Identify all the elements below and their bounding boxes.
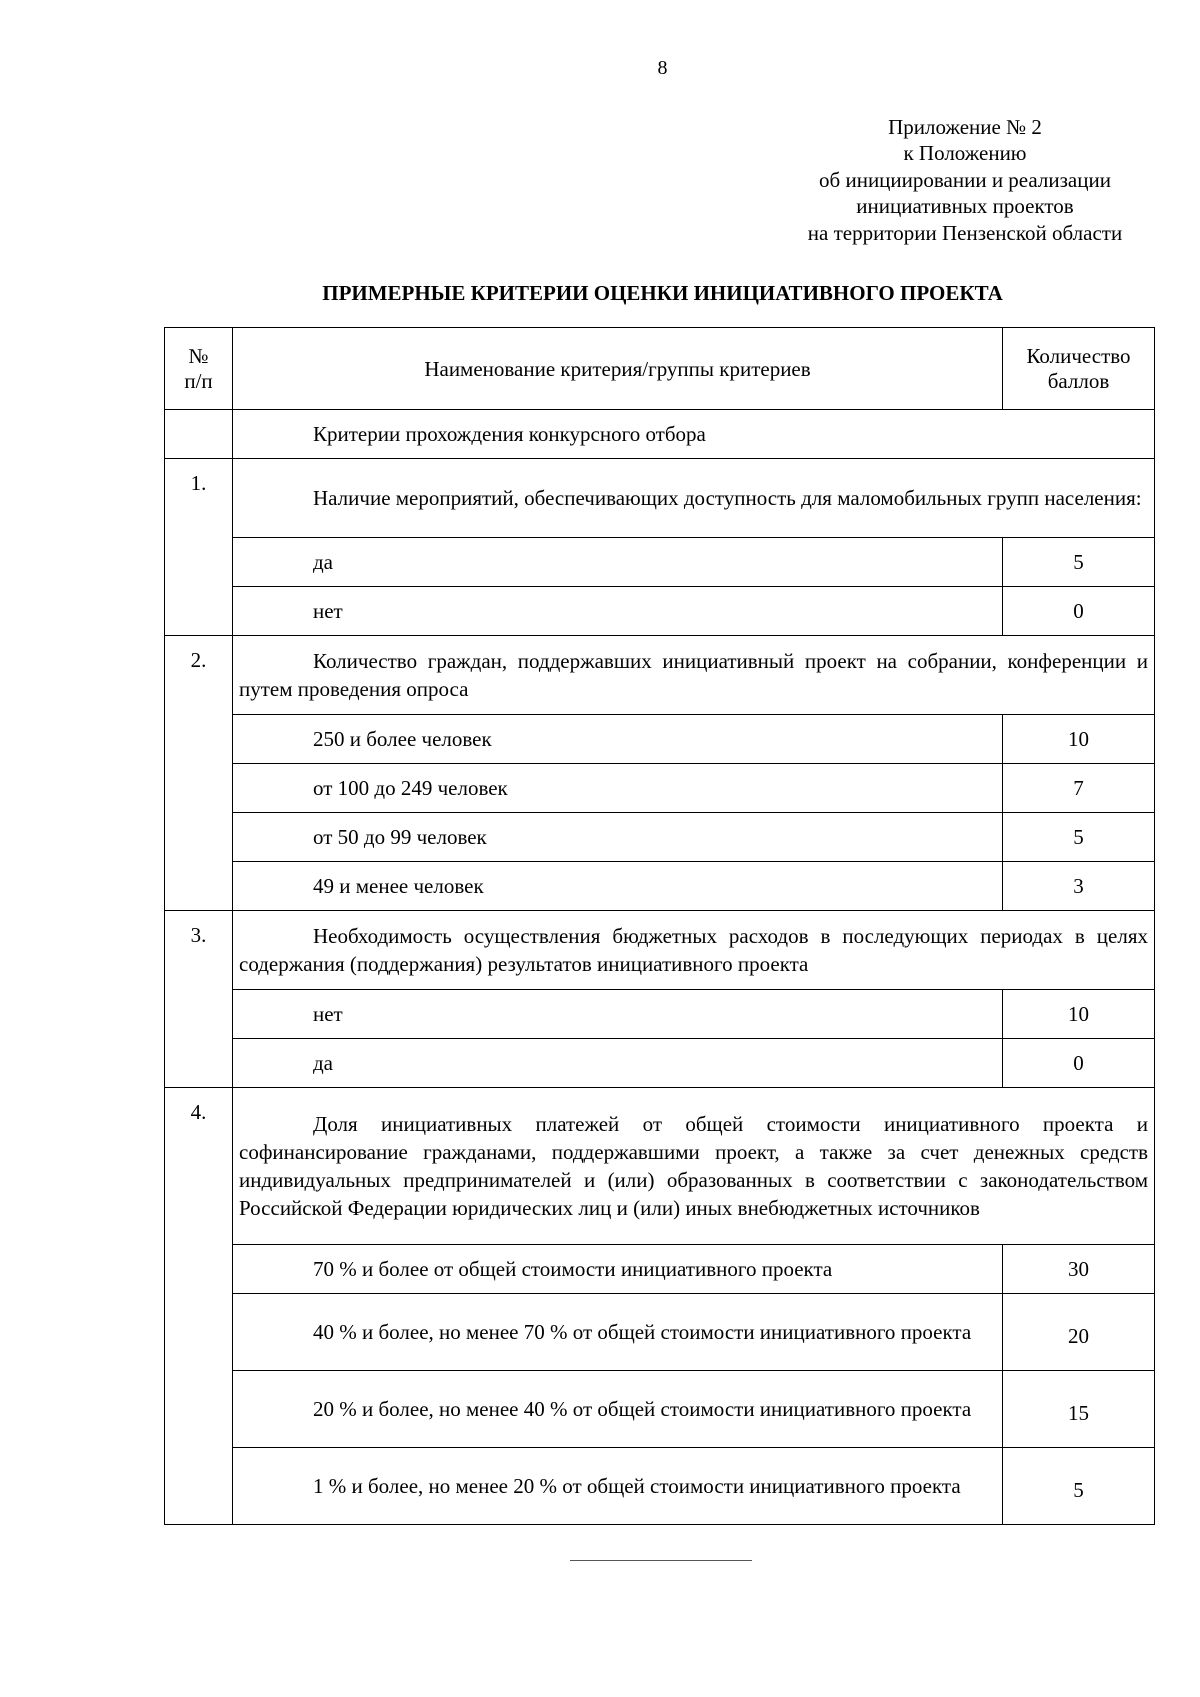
appendix-line: на территории Пензенской области: [807, 220, 1123, 245]
option-row: [165, 813, 1155, 862]
appendix-line: инициативных проектов: [856, 194, 1074, 219]
option-score: 5: [1003, 538, 1155, 587]
option-row: [165, 538, 1155, 587]
option-label: от 100 до 249 человек: [233, 764, 1003, 813]
option-score: 5: [1003, 1448, 1155, 1525]
option-label: нет: [233, 990, 1003, 1039]
option-score: 0: [1003, 587, 1155, 636]
criterion-text: Необходимость осуществления бюджетных расходов в последующих периодах в целях содержания (поддержания) результатов инициативного проекта: [233, 911, 1155, 990]
section-title: Критерии прохождения конкурсного отбора: [233, 410, 1155, 459]
option-score: 20: [1003, 1294, 1155, 1371]
option-score: 7: [1003, 764, 1155, 813]
criterion-text: Доля инициативных платежей от общей стоимости инициативного проекта и софинансирование гражданами, поддержавшими проект, а также за счет денежных средств индивидуальных предпринимателей и (или) образованных в соответствии с законодательством Российской Федерации юридических лиц и (или) иных внебюджетных источников: [233, 1088, 1155, 1245]
appendix-line: об инициировании и реализации: [819, 167, 1111, 192]
appendix-header: [740, 114, 1190, 246]
option-row: [165, 764, 1155, 813]
option-row: [165, 1448, 1155, 1525]
option-label: 1 % и более, но менее 20 % от общей стоимости инициативного проекта: [233, 1448, 1003, 1525]
option-label: да: [233, 538, 1003, 587]
option-row: [165, 1245, 1155, 1294]
criterion-number: 2.: [165, 636, 233, 911]
header-score: Количество баллов: [1003, 328, 1155, 410]
header-num: № п/п: [165, 328, 233, 410]
criteria-table: [164, 327, 1155, 1525]
option-label: 40 % и более, но менее 70 % от общей стоимости инициативного проекта: [233, 1294, 1003, 1371]
document-title: ПРИМЕРНЫЕ КРИТЕРИИ ОЦЕНКИ ИНИЦИАТИВНОГО ПРОЕКТА: [322, 281, 1003, 305]
option-label: 49 и менее человек: [233, 862, 1003, 911]
criterion-row: [165, 636, 1155, 715]
header-name: Наименование критерия/группы критериев: [233, 328, 1003, 410]
criterion-row: [165, 459, 1155, 538]
section-num: [165, 410, 233, 459]
option-label: 20 % и более, но менее 40 % от общей стоимости инициативного проекта: [233, 1371, 1003, 1448]
option-row: [165, 715, 1155, 764]
option-row: [165, 1039, 1155, 1088]
criterion-text: Наличие мероприятий, обеспечивающих доступность для маломобильных групп населения:: [233, 459, 1155, 538]
option-label: 250 и более человек: [233, 715, 1003, 764]
criterion-number: 3.: [165, 911, 233, 1088]
page-number: 8: [657, 57, 668, 79]
appendix-line: Приложение № 2: [888, 115, 1042, 139]
option-score: 10: [1003, 990, 1155, 1039]
criterion-number: 4.: [165, 1088, 233, 1525]
option-row: [165, 1371, 1155, 1448]
option-row: [165, 990, 1155, 1039]
option-score: 5: [1003, 813, 1155, 862]
criterion-row: [165, 1088, 1155, 1245]
option-score: 10: [1003, 715, 1155, 764]
option-score: 3: [1003, 862, 1155, 911]
criterion-number: 1.: [165, 459, 233, 636]
criterion-row: [165, 911, 1155, 990]
option-score: 30: [1003, 1245, 1155, 1294]
end-divider: [570, 1560, 752, 1561]
option-row: [165, 862, 1155, 911]
criterion-text: Количество граждан, поддержавших инициативный проект на собрании, конференции и путем проведения опроса: [233, 636, 1155, 715]
option-label: нет: [233, 587, 1003, 636]
option-row: [165, 587, 1155, 636]
option-row: [165, 1294, 1155, 1371]
option-label: да: [233, 1039, 1003, 1088]
appendix-line: к Положению: [903, 141, 1027, 166]
option-score: 0: [1003, 1039, 1155, 1088]
table-header-row: [165, 328, 1155, 410]
section-row: [165, 410, 1155, 459]
option-label: от 50 до 99 человек: [233, 813, 1003, 862]
option-label: 70 % и более от общей стоимости инициативного проекта: [233, 1245, 1003, 1294]
option-score: 15: [1003, 1371, 1155, 1448]
